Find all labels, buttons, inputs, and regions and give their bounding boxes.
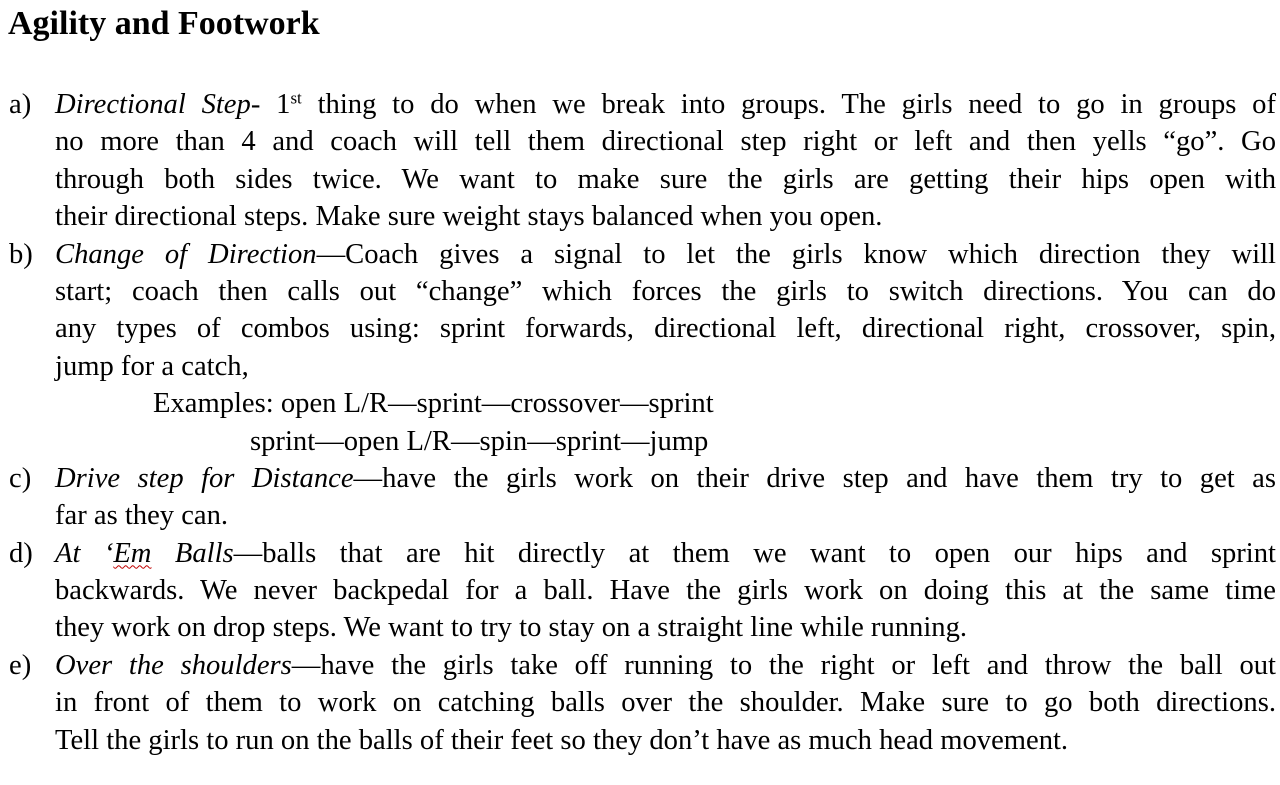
list-marker: b) (9, 238, 33, 270)
text-line: backwards. We never backpedal for a ball. Have the girls work on doing this at the same time (55, 575, 1276, 607)
text-line: start; coach then calls out “change” which forces the girls to switch directions. You can do (55, 275, 1276, 307)
text-line: Directional Step- 1st thing to do when we break into groups. The girls need to go in groups of (55, 88, 1276, 120)
list-item-drive-step (0, 460, 1280, 535)
text-line: At ‘Em Balls—balls that are hit directly at them we want to open our hips and sprint (55, 537, 1276, 569)
text-line: their directional steps. Make sure weight stays balanced when you open. (55, 201, 883, 233)
list-marker: e) (9, 649, 32, 681)
text-line: Tell the girls to run on the balls of their feet so they don’t have as much head movement. (55, 724, 1069, 756)
list-marker: c) (9, 462, 32, 494)
example-line: Examples: open L/R—sprint—crossover—sprint (153, 388, 714, 420)
spellcheck-underline: Em (113, 537, 152, 569)
text-line: jump for a catch, (55, 350, 249, 382)
drill-term: Directional Step (55, 89, 251, 120)
document-title: Agility and Footwork (8, 5, 320, 42)
list-marker: d) (9, 537, 33, 569)
text-line: no more than 4 and coach will tell them directional step right or left and then yells “go”. Go (55, 126, 1276, 158)
list-item-change-of-direction (0, 236, 1280, 460)
list-marker: a) (9, 89, 32, 120)
text-line: Drive step for Distance—have the girls work on their drive step and have them try to get as (55, 462, 1276, 494)
drill-list (0, 86, 1280, 759)
text-line: far as they can. (55, 500, 229, 532)
drill-term: Change of Direction (55, 238, 317, 270)
text-line: Over the shoulders—have the girls take off running to the right or left and throw the ball out (55, 649, 1276, 681)
drill-term: Over the shoulders (55, 649, 292, 681)
example-line: sprint—open L/R—spin—sprint—jump (250, 425, 709, 457)
list-item-over-the-shoulders (0, 647, 1280, 759)
drill-term: At ‘Em Balls (55, 537, 234, 569)
list-item-at-em-balls (0, 535, 1280, 647)
drill-term: Drive step for Distance (55, 462, 354, 494)
text-line: through both sides twice. We want to make sure the girls are getting their hips open with (55, 163, 1276, 195)
list-item-directional-step (0, 86, 1280, 236)
text-line: they work on drop steps. We want to try to stay on a straight line while running. (55, 612, 968, 644)
text-line: Change of Direction—Coach gives a signal to let the girls know which direction they will (55, 238, 1277, 270)
text-line: any types of combos using: sprint forwards, directional left, directional right, crossover, spin, (55, 313, 1276, 345)
text-line: in front of them to work on catching balls over the shoulder. Make sure to go both directions. (55, 687, 1276, 719)
